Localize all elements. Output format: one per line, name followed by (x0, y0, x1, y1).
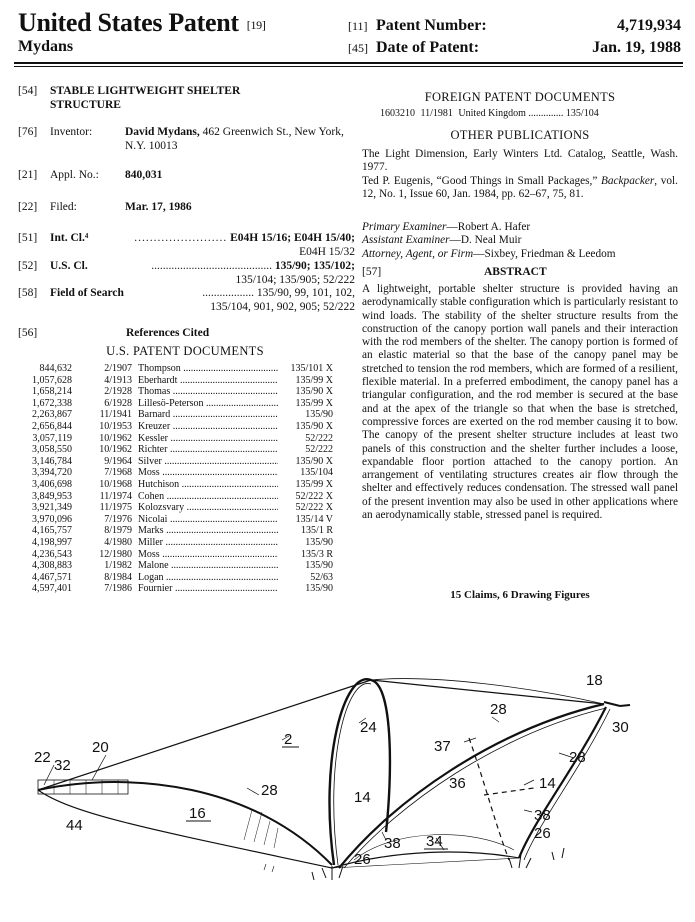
date-of-patent: Jan. 19, 1988 (592, 39, 681, 56)
date-of-patent-line (348, 39, 681, 57)
label-14-right: 14 (539, 775, 556, 792)
patent-date-cell: 9/1964 (104, 455, 132, 467)
label-32: 32 (54, 757, 71, 774)
patent-number-cell: 3,058,550 (32, 444, 72, 456)
us-patent-row (12, 479, 333, 491)
patentee-name-cell: Eberhardt ..... (138, 375, 278, 387)
appl-code: [21] (18, 169, 38, 181)
label-34: 34 (426, 833, 443, 850)
us-patent-row (12, 560, 333, 572)
patent-number-cell: 1,658,214 (32, 386, 72, 398)
references-code: [56] (18, 327, 38, 339)
uscl-label: U.S. Cl. (50, 260, 88, 272)
patent-number-code: [11] (348, 19, 368, 33)
appl-field (18, 168, 355, 182)
intcl-label: Int. Cl.⁴ (50, 232, 89, 244)
patent-date-cell: 10/1968 (99, 478, 132, 490)
other-publication-1: The Light Dimension, Early Winters Ltd. Catalog, Seattle, Wash. 1977. (362, 148, 678, 174)
patent-number-cell: 4,308,883 (32, 560, 72, 572)
foreign-patent-date: 11/1981 (420, 108, 453, 119)
label-22: 22 (34, 749, 51, 766)
uscl-field: [52] U.S. Cl. .......................................... 135/90; 135/102; 135/104; 135/905; 52/222 (18, 260, 355, 286)
us-patent-row (12, 549, 333, 561)
us-patent-list (12, 363, 333, 595)
patent-class-cell: 135/99 X (278, 479, 333, 491)
patent-number-cell: 4,467,571 (32, 571, 72, 583)
inventor-field (18, 125, 355, 153)
patentee-name-cell: Silver ..... (138, 456, 278, 468)
patent-date-cell: 6/1928 (104, 397, 132, 409)
us-patent-row (12, 363, 333, 375)
label-38-right: 38 (534, 807, 551, 824)
patent-class-cell: 135/14 V (278, 514, 333, 526)
uscl-value-1: 135/90; 135/102; (274, 260, 355, 272)
patent-class-cell: 135/90 X (278, 421, 333, 433)
attorney-label: Attorney, Agent, or Firm (362, 247, 474, 260)
assistant-examiner-label: Assistant Examiner (362, 234, 450, 247)
intcl-field: [51] Int. Cl.⁴ ........................ E04H 15/16; E04H 15/40; E04H 15/32 (18, 232, 355, 258)
patentee-name-cell: Richter ..... (138, 444, 278, 456)
patent-date-cell: 2/1928 (104, 386, 132, 398)
label-37: 37 (434, 738, 451, 755)
assistant-examiner: —D. Neal Muir (449, 234, 522, 247)
patentee-name-cell: Thompson ..... (138, 363, 278, 375)
patent-number-cell: 3,970,096 (32, 513, 72, 525)
patent-date-cell: 4/1913 (104, 374, 132, 386)
patentee-name-cell: Miller ..... (138, 537, 278, 549)
header-rule-thick (14, 62, 683, 64)
patent-number-cell: 2,263,867 (32, 409, 72, 421)
patent-number-cell: 844,632 (39, 363, 72, 374)
patent-number-cell: 4,597,401 (32, 583, 72, 595)
us-patent-row (12, 409, 333, 421)
uscl-value-2: 135/104; 135/905; 52/222 (235, 274, 355, 286)
label-28-left: 28 (261, 782, 278, 799)
other-publication-2: Ted P. Eugenis, “Good Things in Small Packages,” Backpacker, vol. 12, No. 1, Issue 60, Jan. 1984, pp. 62–67, 75, 81. (362, 175, 678, 201)
patentee-name-cell: Lillesö-Peterson ..... (138, 398, 278, 410)
header-inventor-surname: Mydans (18, 38, 74, 55)
patent-number-cell: 3,146,784 (32, 455, 72, 467)
label-38-left: 38 (384, 835, 401, 852)
appl-number: 840,031 (125, 169, 163, 181)
patent-number-label: Patent Number: (376, 17, 487, 34)
patent-number-cell: 3,057,119 (32, 432, 72, 444)
patent-date-cell: 1/1982 (104, 560, 132, 572)
us-patent-row (12, 421, 333, 433)
patentee-name-cell: Kessler ..... (138, 433, 278, 445)
label-20: 20 (92, 739, 109, 756)
title-code: [54] (18, 85, 38, 97)
label-2: 2 (284, 731, 293, 748)
patent-class-cell: 135/90 (278, 560, 333, 572)
patentee-name-cell: Marks ..... (138, 525, 278, 537)
attorney: —Sixbey, Friedman & Leedom (473, 247, 616, 260)
patent-class-cell: 135/99 X (278, 375, 333, 387)
patent-title-header (18, 8, 266, 38)
patentee-name-cell: Moss ..... (138, 467, 278, 479)
other-publications-heading: OTHER PUBLICATIONS (450, 128, 590, 142)
patent-class-cell: 52/222 X (278, 491, 333, 503)
patent-class-cell: 52/222 X (278, 502, 333, 514)
foreign-patent-country: United Kingdom (458, 108, 526, 119)
patent-number-cell: 3,406,698 (32, 478, 72, 490)
label-18: 18 (586, 672, 603, 689)
label-28-top: 28 (490, 701, 507, 718)
filed-label: Filed: (50, 201, 77, 213)
patent-date-cell: 11/1975 (99, 502, 132, 514)
patent-date-cell: 7/1968 (104, 467, 132, 479)
header-title-ref: [19] (246, 17, 266, 32)
patent-date-cell: 10/1962 (99, 444, 132, 456)
patent-date-cell: 2/1907 (104, 363, 132, 374)
label-14-center: 14 (354, 789, 371, 806)
patentee-name-cell: Barnard ..... (138, 409, 278, 421)
header-title: United States Patent (18, 8, 239, 37)
canopy-edge-line (38, 680, 371, 790)
label-24: 24 (360, 719, 377, 736)
patent-number-cell: 4,198,997 (32, 536, 72, 548)
search-label: Field of Search (50, 287, 124, 299)
patent-date-cell: 8/1984 (104, 571, 132, 583)
patent-date-cell: 10/1953 (99, 420, 132, 432)
patentee-name-cell: Nicolai ..... (138, 514, 278, 526)
patent-class-cell: 135/90 (278, 409, 333, 421)
patent-class-cell: 135/3 R (278, 549, 333, 561)
foreign-patents-heading: FOREIGN PATENT DOCUMENTS (424, 90, 616, 104)
abstract-code: [57] (362, 266, 382, 278)
patentee-name-cell: Hutchison ..... (138, 479, 278, 491)
inventor-label: Inventor: (50, 126, 93, 138)
us-patent-row (12, 583, 333, 595)
us-patent-row (12, 386, 333, 398)
patentee-name-cell: Logan ..... (138, 572, 278, 584)
patent-number-cell: 3,394,720 (32, 467, 72, 479)
us-patent-row (12, 514, 333, 526)
label-36: 36 (449, 775, 466, 792)
label-26-left: 26 (354, 851, 371, 868)
label-26-right: 26 (534, 825, 551, 842)
inventor-code: [76] (18, 126, 38, 138)
us-patent-row (12, 491, 333, 503)
us-patent-row (12, 467, 333, 479)
patent-number-cell: 1,672,338 (32, 397, 72, 409)
patent-date-cell: 8/1979 (104, 525, 132, 537)
us-patent-row (12, 502, 333, 514)
inventor-name: David Mydans, (125, 126, 200, 138)
patent-class-cell: 135/90 (278, 537, 333, 549)
patentee-name-cell: Kreuzer ..... (138, 421, 278, 433)
us-patent-row (12, 375, 333, 387)
us-patent-row (12, 444, 333, 456)
title-field (18, 84, 280, 112)
patent-date-cell: 11/1941 (99, 409, 132, 421)
patent-class-cell: 135/104 (278, 467, 333, 479)
patent-class-cell: 135/99 X (278, 398, 333, 410)
label-16: 16 (189, 805, 206, 822)
patent-number-line (348, 17, 681, 35)
patentee-name-cell: Moss ..... (138, 549, 278, 561)
intcl-value-2: E04H 15/32 (299, 246, 355, 258)
abstract-heading: ABSTRACT (484, 266, 547, 278)
patent-class-cell: 135/90 X (278, 386, 333, 398)
label-28-right: 28 (569, 749, 586, 766)
patent-number-cell: 4,236,543 (32, 548, 72, 560)
foreign-patent-row: 1603210 11/1981 United Kingdom .............. 135/104 (380, 108, 599, 119)
patent-class-cell: 52/63 (278, 572, 333, 584)
search-field: [58] Field of Search .................. 135/90, 99, 101, 102, 135/104, 901, 902, 905; 52/222 (18, 287, 355, 313)
patent-number-cell: 4,165,757 (32, 525, 72, 537)
search-value-1: 135/90, 99, 101, 102, (256, 287, 355, 299)
primary-examiner: —Robert A. Hafer (446, 221, 531, 233)
us-patent-row (12, 398, 333, 410)
us-patent-row (12, 433, 333, 445)
filed-field (18, 200, 355, 214)
inventor-address: 462 Greenwich St., New York, N.Y. 10013 (125, 126, 344, 152)
patent-date-cell: 12/1980 (99, 548, 132, 560)
patent-date-cell: 7/1976 (104, 513, 132, 525)
patent-class-cell: 135/101 X (278, 363, 333, 375)
patent-number-cell: 3,921,349 (32, 502, 72, 514)
us-patent-row (12, 456, 333, 468)
date-code: [45] (348, 41, 368, 55)
patent-number-cell: 1,057,628 (32, 374, 72, 386)
abstract-text: A lightweight, portable shelter structure is provided having an aerodynamically stable configuration which is particularly resistant to wind loads. The stability of the shelter structure results from the construction of the canopy portion wall panels and their interaction with the rod members of the shelter. The canopy portion is formed of an elastic material so that the base of the canopy panel may be stretched to tension the rod members, which are formed of a resilient, flexible material. In a preferred embodiment, the canopy panel has a triangular configuration, and the rod member is secured at the base and at the apex of the triangle so that when the base is stretched, compressive forces are exerted on the rod member causing it to bow. The canopy of the present shelter structure includes at least two panels of this construction and the shelter further includes a loose, expandable floor portion attached to the canopy portion. An arrangement of ventilating structures creates air flow through the shelter and effectively reduces condensation. The stressed wall panel of the present invention may also be used in other applications where an aerodynamically stable, stressed panel is required. (362, 283, 678, 522)
patentee-name-cell: Cohen ..... (138, 491, 278, 503)
abstract-heading-row (362, 266, 678, 278)
patent-date-cell: 4/1980 (104, 536, 132, 548)
search-value-2: 135/104, 901, 902, 905; 52/222 (210, 301, 355, 313)
patentee-name-cell: Fournier ..... (138, 583, 278, 595)
us-patents-heading: U.S. PATENT DOCUMENTS (106, 344, 264, 358)
examiners-block (362, 221, 678, 261)
us-patent-row (12, 572, 333, 584)
label-30: 30 (612, 719, 629, 736)
primary-examiner-label: Primary Examiner (362, 221, 447, 233)
patent-number-cell: 2,656,844 (32, 420, 72, 432)
patent-number-cell: 3,849,953 (32, 490, 72, 502)
patent-number: 4,719,934 (617, 17, 681, 34)
foreign-patent-class: 135/104 (565, 108, 599, 119)
patent-class-cell: 135/90 X (278, 456, 333, 468)
us-patent-row (12, 525, 333, 537)
patentee-name-cell: Malone ..... (138, 560, 278, 572)
invention-title: STABLE LIGHTWEIGHT SHELTER STRUCTURE (50, 85, 241, 111)
filed-code: [22] (18, 201, 38, 213)
search-code: [58] (18, 287, 38, 299)
patent-date-cell: 7/1986 (104, 583, 132, 595)
intcl-value-1: E04H 15/16; E04H 15/40; (230, 232, 355, 244)
references-heading: References Cited (126, 327, 210, 339)
patent-class-cell: 52/222 (278, 433, 333, 445)
patent-class-cell: 52/222 (278, 444, 333, 456)
patent-date-cell: 10/1962 (99, 432, 132, 444)
patentee-name-cell: Thomas ..... (138, 386, 278, 398)
patent-date-cell: 11/1974 (99, 490, 132, 502)
claims-count: 15 Claims, 6 Drawing Figures (450, 589, 590, 601)
patentee-name-cell: Kolozsvary ..... (138, 502, 278, 514)
patent-class-cell: 135/90 (278, 583, 333, 595)
uscl-code: [52] (18, 260, 38, 272)
patent-class-cell: 135/1 R (278, 525, 333, 537)
foreign-patent-number: 1603210 (380, 108, 415, 119)
intcl-code: [51] (18, 232, 38, 244)
us-patent-row (12, 537, 333, 549)
date-label: Date of Patent: (376, 39, 480, 56)
filed-date: Mar. 17, 1986 (125, 201, 192, 213)
label-44: 44 (66, 817, 83, 834)
header-rule-thin (14, 66, 683, 67)
references-heading-row (18, 326, 209, 340)
shelter-drawing (14, 610, 689, 918)
appl-label: Appl. No.: (50, 169, 99, 181)
journal-title: Backpacker (600, 175, 655, 187)
